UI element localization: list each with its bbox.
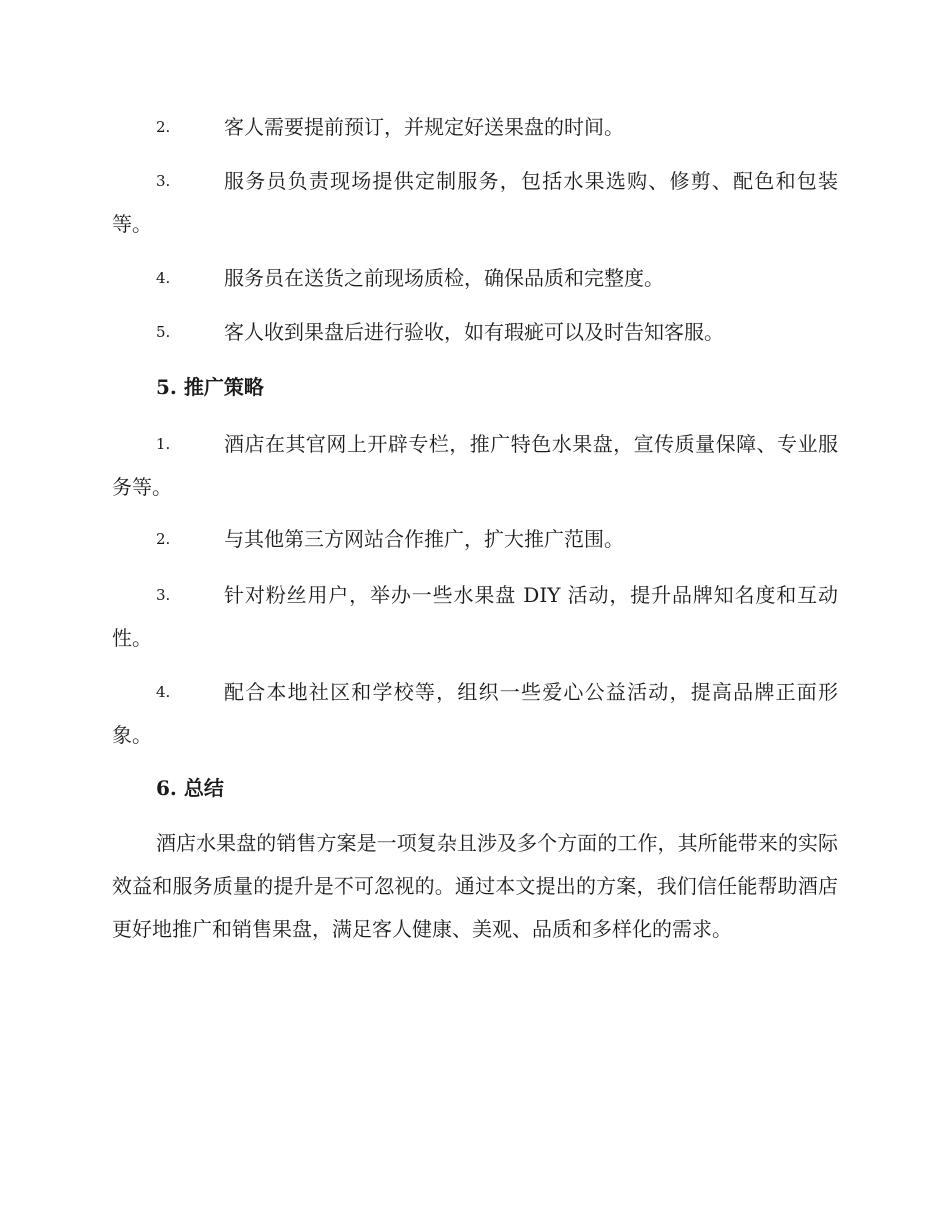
- list-item: [112, 423, 838, 509]
- list-item: [112, 671, 838, 757]
- list-text: 酒店在其官网上开辟专栏，推广特色水果盘，宣传质量保障、专业服务等。: [112, 432, 838, 499]
- list-text: 服务员负责现场提供定制服务，包括水果选购、修剪、配色和包装等。: [112, 169, 838, 236]
- list-item: [112, 160, 838, 246]
- list-item: [112, 518, 838, 561]
- list-number: 1.: [156, 435, 171, 453]
- list-number: 4.: [156, 269, 171, 287]
- list-number: 2.: [156, 530, 171, 548]
- list-number: 3.: [156, 586, 171, 604]
- summary-paragraph: 酒店水果盘的销售方案是一项复杂且涉及多个方面的工作，其所能带来的实际效益和服务质量的提升是不可忽视的。通过本文提出的方案，我们信任能帮助酒店更好地推广和销售果盘，满足客人健康、美观、品质和多样化的需求。: [112, 831, 838, 941]
- list-text: 针对粉丝用户，举办一些水果盘 DIY 活动，提升品牌知名度和互动性。: [112, 583, 838, 650]
- list-number: 2.: [156, 118, 171, 136]
- list-item: [112, 106, 838, 149]
- list-item: [112, 574, 838, 660]
- list-number: 3.: [156, 172, 171, 190]
- section-heading: 6. 总结: [156, 776, 224, 800]
- list-number: 4.: [156, 683, 171, 701]
- list-text: 服务员在送货之前现场质检，确保品质和完整度。: [224, 266, 664, 290]
- list-text: 客人收到果盘后进行验收，如有瑕疵可以及时告知客服。: [224, 320, 724, 344]
- list-text: 配合本地社区和学校等，组织一些爱心公益活动，提高品牌正面形象。: [112, 680, 838, 747]
- list-text: 客人需要提前预订，并规定好送果盘的时间。: [224, 115, 624, 139]
- list-text: 与其他第三方网站合作推广，扩大推广范围。: [224, 527, 624, 551]
- list-item: [112, 311, 838, 354]
- section-heading: 5. 推广策略: [156, 375, 264, 399]
- list-number: 5.: [156, 323, 171, 341]
- list-item: [112, 257, 838, 300]
